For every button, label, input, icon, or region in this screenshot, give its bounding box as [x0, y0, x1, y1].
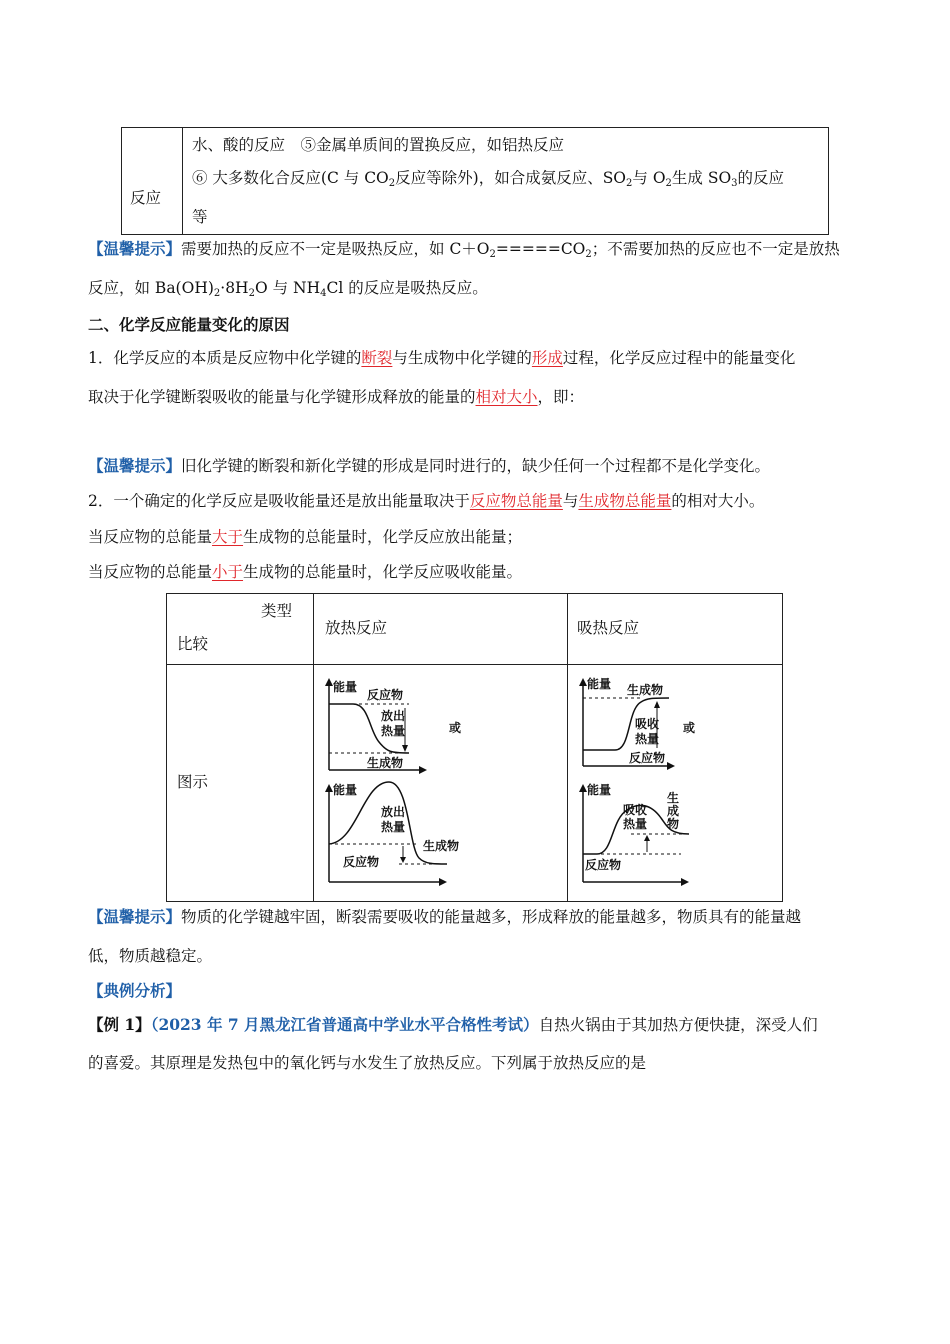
example-heading: 【典例分析】 — [88, 981, 182, 1000]
reactant-label: 反应物 — [585, 858, 622, 872]
table-line-3: 等 — [192, 208, 208, 226]
table-divider — [167, 664, 782, 665]
energy-label: 能量 — [587, 677, 612, 691]
table-divider — [313, 594, 314, 901]
energy-label: 能量 — [333, 680, 358, 694]
tip-1-line-2: 反应，如 $Ba(OH)_2\cdot 8H_2O$ 与 $NH_4Cl$ 的反应是吸热反应。 — [88, 279, 488, 299]
para-2: 2．一个确定的化学反应是吸收能量还是放出能量取决于反应物总能量与生成物总能量的相对大小。 — [88, 492, 765, 510]
endothermic-diagrams — [571, 670, 781, 898]
release-label-1: 放出 — [381, 709, 406, 723]
header-exothermic: 放热反应 — [325, 619, 388, 637]
heat-arrow-head — [644, 835, 650, 841]
tip-3-line-1: 【温馨提示】物质的化学键越牢固，断裂需要吸收的能量越多，形成释放的能量越多，物质具有的能量越 — [88, 907, 802, 926]
x-axis-arrow — [419, 766, 427, 774]
header-compare: 比较 — [177, 635, 209, 653]
reactant-label: 反应物 — [343, 855, 380, 869]
or-label: 或 — [683, 721, 696, 735]
reactant-label: 反应物 — [629, 751, 666, 765]
energy-comparison-table — [166, 593, 783, 902]
release-label-1: 放出 — [381, 805, 406, 819]
row-label-diagram: 图示 — [177, 773, 209, 791]
absorb-label-2: 热量 — [635, 732, 660, 746]
para-1-line-2: 取决于化学键断裂吸收的能量与化学键形成释放的能量的相对大小，即： — [88, 388, 585, 406]
heat-arrow-head — [400, 857, 406, 863]
example-1-line-1: 【例 1】（2023 年 7 月黑龙江省普通高中学业水平合格性考试）自热火锅由于其加热方便快捷，深受人们 — [88, 1015, 818, 1034]
release-label-2: 热量 — [381, 820, 406, 834]
tip-3-line-2: 低，物质越稳定。 — [88, 947, 213, 965]
absorb-label-1: 吸收 — [623, 803, 648, 817]
y-axis-arrow — [325, 678, 333, 686]
para-4: 当反应物的总能量小于生成物的总能量时，化学反应吸收能量。 — [88, 563, 523, 581]
x-axis-arrow — [667, 762, 675, 770]
para-1-line-1: 1．化学反应的本质是反应物中化学键的断裂与生成物中化学键的形成过程，化学反应过程中的能量变化 — [88, 349, 796, 367]
energy-label: 能量 — [333, 783, 358, 797]
absorb-label-2: 热量 — [623, 817, 648, 831]
header-type: 类型 — [261, 602, 293, 620]
para-3: 当反应物的总能量大于生成物的总能量时，化学反应放出能量； — [88, 528, 523, 546]
header-endothermic: 吸热反应 — [577, 619, 640, 637]
product-label-v2: 成 — [667, 804, 680, 818]
tip-2: 【温馨提示】旧化学键的断裂和新化学键的形成是同时进行的，缺少任何一个过程都不是化学变化。 — [88, 456, 771, 475]
y-axis-arrow — [579, 784, 587, 792]
table-line-2: ⑥ 大多数化合反应(C 与 $CO_2$反应等除外)，如合成氨反应、$SO_2$与 $O_2$生成 $SO_3$的反应 — [192, 169, 785, 189]
table-divider — [182, 128, 183, 234]
reactant-label: 反应物 — [367, 688, 404, 702]
product-label-v1: 生 — [667, 791, 680, 805]
section-2-title: 二、化学反应能量变化的原因 — [88, 315, 290, 334]
energy-label: 能量 — [587, 783, 612, 797]
table-divider — [567, 594, 568, 901]
heat-arrow-head — [654, 701, 660, 708]
product-label: 生成物 — [423, 839, 460, 853]
product-label: 生成物 — [367, 756, 404, 770]
exothermic-diagrams — [317, 670, 567, 898]
absorb-label-1: 吸收 — [635, 717, 660, 731]
y-axis-arrow — [579, 678, 587, 686]
y-axis-arrow — [325, 784, 333, 792]
product-label: 生成物 — [627, 683, 664, 697]
example-1-line-2: 的喜爱。其原理是发热包中的氧化钙与水发生了放热反应。下列属于放热反应的是 — [88, 1054, 647, 1072]
row-label: 反应 — [130, 189, 162, 207]
product-label-v3: 物 — [667, 817, 680, 831]
heat-arrow-head — [402, 745, 408, 752]
release-label-2: 热量 — [381, 724, 406, 738]
or-label: 或 — [449, 721, 462, 735]
reaction-type-table — [121, 127, 829, 235]
table-line-1: 水、酸的反应 ⑤金属单质间的置换反应，如铝热反应 — [192, 136, 565, 154]
tip-1-line-1: 【温馨提示】需要加热的反应不一定是吸热反应，如 $C+O_2=====CO_2$；不需要加热的反应也不一定是放热 — [88, 239, 840, 260]
x-axis-arrow — [681, 878, 689, 886]
x-axis-arrow — [439, 878, 447, 886]
